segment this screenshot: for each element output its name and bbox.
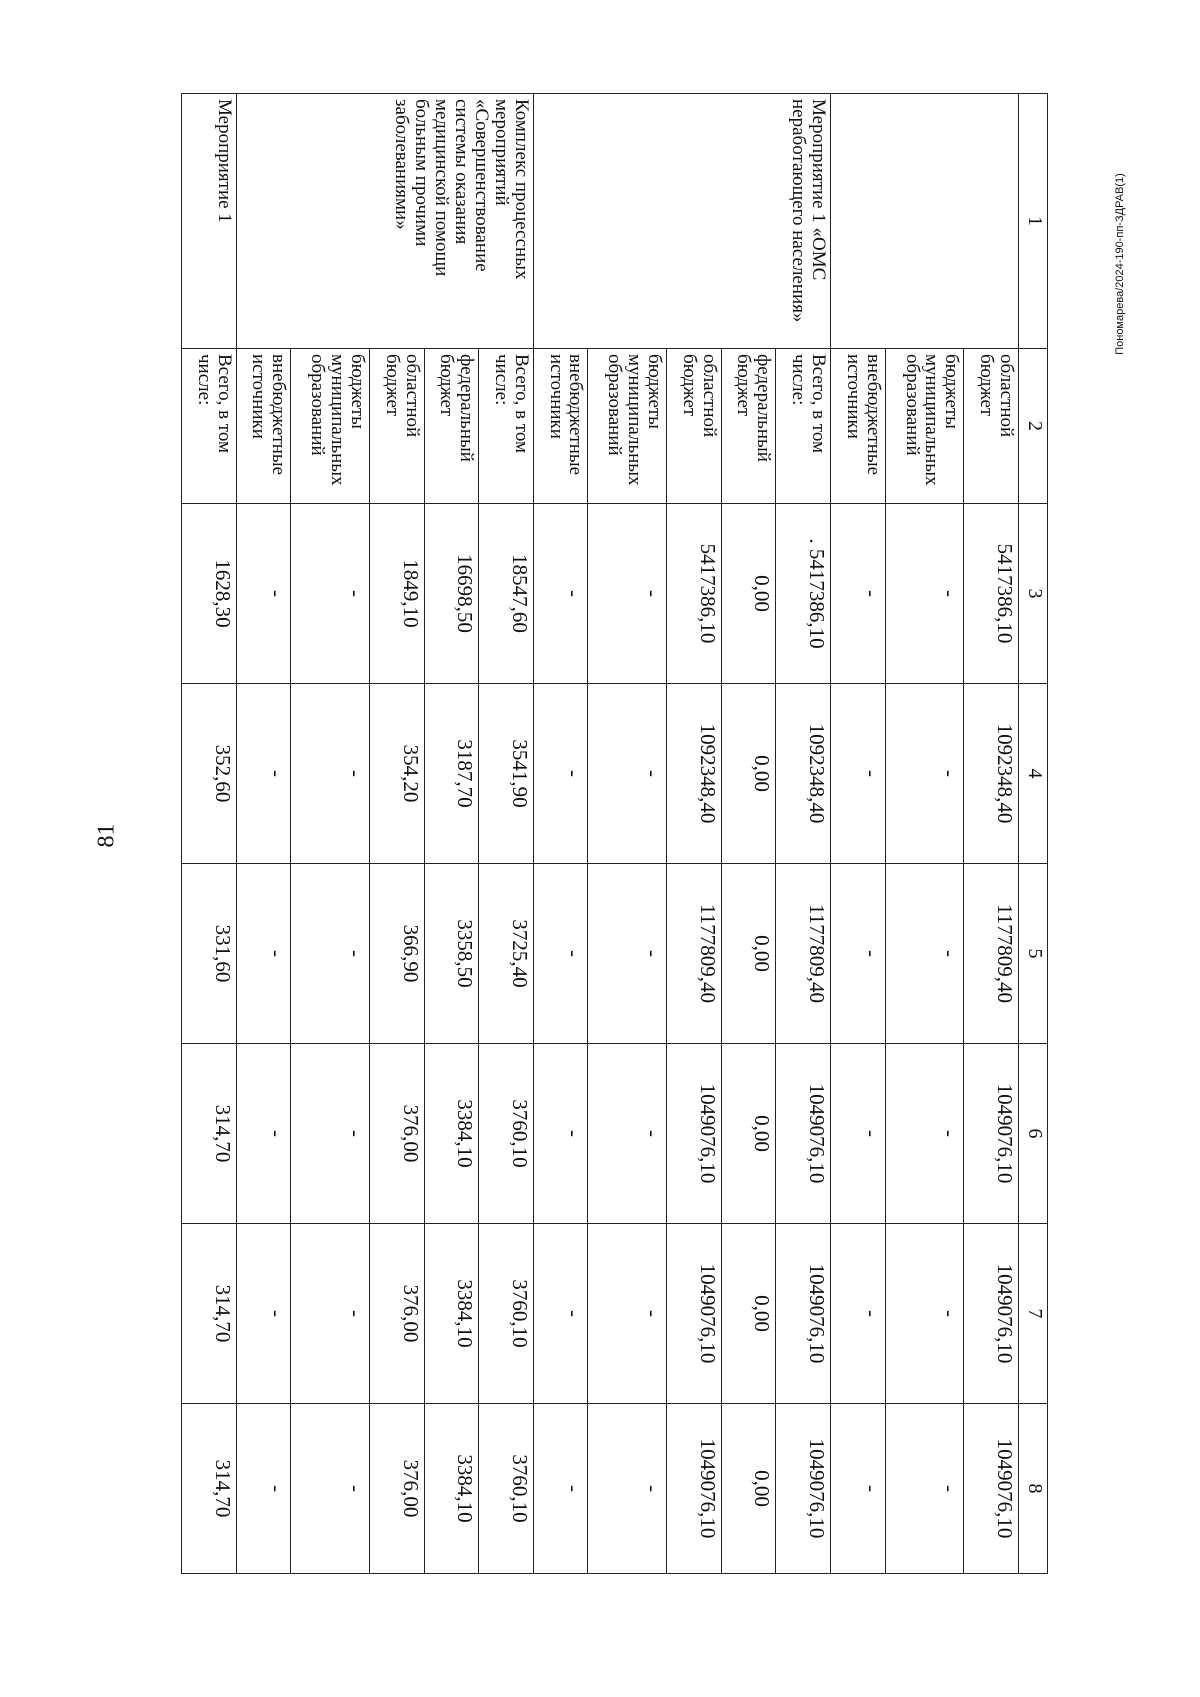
value-cell: 314,70: [182, 1044, 237, 1224]
value-cell: -: [885, 504, 964, 684]
value-cell: -: [831, 684, 886, 864]
source-cell: бюджеты муниципальных образований: [885, 349, 964, 504]
value-cell: 0,00: [721, 1224, 776, 1404]
value-cell: -: [533, 864, 588, 1044]
value-cell: 1092348,40: [667, 684, 722, 864]
value-cell: -: [291, 1044, 370, 1224]
header-cell: 5: [1019, 864, 1048, 1044]
value-cell: -: [831, 1044, 886, 1224]
value-cell: 1628,30: [182, 504, 237, 684]
source-cell: Всего, в том числе:: [479, 349, 534, 504]
header-cell: 4: [1019, 684, 1048, 864]
value-cell: 3541,90: [479, 684, 534, 864]
value-cell: -: [831, 1404, 886, 1574]
page-number: 81: [93, 823, 120, 848]
value-cell: -: [885, 1224, 964, 1404]
header-row: [1019, 94, 1048, 1574]
header-cell: 8: [1019, 1404, 1048, 1574]
value-cell: 5417386,10: [667, 504, 722, 684]
document-footer-id: Пономарева/2024-190-пп-ЗДРАВ(1): [1114, 173, 1126, 355]
value-cell: 5417386,10: [964, 504, 1019, 684]
value-cell: 331,60: [182, 864, 237, 1044]
value-cell: -: [291, 1224, 370, 1404]
value-cell: -: [291, 1404, 370, 1574]
header-cell: 6: [1019, 1044, 1048, 1224]
value-cell: 0,00: [721, 684, 776, 864]
value-cell: -: [588, 1224, 667, 1404]
value-cell: 1177809,40: [776, 864, 831, 1044]
source-cell: областной бюджет: [964, 349, 1019, 504]
source-cell: федеральный бюджет: [721, 349, 776, 504]
source-cell: Всего, в том числе:: [776, 349, 831, 504]
source-cell: областной бюджет: [370, 349, 425, 504]
value-cell: 3760,10: [479, 1224, 534, 1404]
table-row: [776, 94, 831, 1574]
item-cell: Мероприятие 1: [182, 94, 237, 349]
value-cell: 1849,10: [370, 504, 425, 684]
value-cell: 1049076,10: [667, 1224, 722, 1404]
value-cell: -: [236, 1224, 291, 1404]
value-cell: 3725,40: [479, 864, 534, 1044]
value-cell: 376,00: [370, 1044, 425, 1224]
value-cell: 314,70: [182, 1224, 237, 1404]
source-cell: внебюджетные источники: [533, 349, 588, 504]
header-cell: 7: [1019, 1224, 1048, 1404]
value-cell: 16698,50: [424, 504, 479, 684]
value-cell: 352,60: [182, 684, 237, 864]
header-cell: 3: [1019, 504, 1048, 684]
value-cell: 1049076,10: [776, 1044, 831, 1224]
table-row: [182, 94, 237, 1574]
value-cell: 3384,10: [424, 1224, 479, 1404]
table-row: [479, 94, 534, 1574]
value-cell: -: [831, 864, 886, 1044]
value-cell: 1092348,40: [964, 684, 1019, 864]
value-cell: -: [236, 1044, 291, 1224]
source-cell: областной бюджет: [667, 349, 722, 504]
value-cell: -: [588, 1404, 667, 1574]
value-cell: 3384,10: [424, 1404, 479, 1574]
item-cell: Мероприятие 1 «ОМС неработающего населения»: [533, 94, 830, 349]
source-cell: федеральный бюджет: [424, 349, 479, 504]
value-cell: -: [588, 864, 667, 1044]
source-cell: внебюджетные источники: [236, 349, 291, 504]
value-cell: -: [831, 504, 886, 684]
header-cell: 2: [1019, 349, 1048, 504]
value-cell: 354,20: [370, 684, 425, 864]
value-cell: 1049076,10: [667, 1404, 722, 1574]
value-cell: -: [885, 1044, 964, 1224]
value-cell: 376,00: [370, 1224, 425, 1404]
value-cell: 0,00: [721, 504, 776, 684]
value-cell: -: [588, 684, 667, 864]
value-cell: 3384,10: [424, 1044, 479, 1224]
table-row: [964, 94, 1019, 1574]
value-cell: -: [885, 684, 964, 864]
source-cell: бюджеты муниципальных образований: [291, 349, 370, 504]
value-cell: 3760,10: [479, 1044, 534, 1224]
value-cell: -: [291, 864, 370, 1044]
header-cell: 1: [1019, 94, 1048, 349]
value-cell: 3187,70: [424, 684, 479, 864]
value-cell: -: [236, 684, 291, 864]
item-cell: [831, 94, 1019, 349]
value-cell: 0,00: [721, 864, 776, 1044]
value-cell: -: [885, 1404, 964, 1574]
value-cell: 3358,50: [424, 864, 479, 1044]
value-cell: . 5417386,10: [776, 504, 831, 684]
value-cell: 314,70: [182, 1404, 237, 1574]
value-cell: 1092348,40: [776, 684, 831, 864]
source-cell: внебюджетные источники: [831, 349, 886, 504]
value-cell: 1049076,10: [964, 1044, 1019, 1224]
value-cell: 18547,60: [479, 504, 534, 684]
source-cell: бюджеты муниципальных образований: [588, 349, 667, 504]
value-cell: 1049076,10: [776, 1224, 831, 1404]
source-cell: Всего, в том числе:: [182, 349, 237, 504]
rotated-table-container: [181, 93, 1048, 1573]
value-cell: -: [831, 1224, 886, 1404]
value-cell: -: [291, 504, 370, 684]
value-cell: 3760,10: [479, 1404, 534, 1574]
value-cell: -: [588, 1044, 667, 1224]
value-cell: -: [236, 864, 291, 1044]
value-cell: 376,00: [370, 1404, 425, 1574]
financing-table: [181, 93, 1048, 1574]
value-cell: -: [291, 684, 370, 864]
value-cell: -: [533, 1404, 588, 1574]
item-cell: Комплекс процессных мероприятий «Совершенствование системы оказания медицинской помощи больным прочими заболеваниями»: [236, 94, 533, 349]
value-cell: -: [885, 864, 964, 1044]
value-cell: 1049076,10: [667, 1044, 722, 1224]
value-cell: 1049076,10: [776, 1404, 831, 1574]
value-cell: 1177809,40: [964, 864, 1019, 1044]
value-cell: -: [533, 1224, 588, 1404]
value-cell: -: [533, 504, 588, 684]
value-cell: 366,90: [370, 864, 425, 1044]
value-cell: -: [533, 684, 588, 864]
value-cell: -: [236, 504, 291, 684]
value-cell: 1049076,10: [964, 1404, 1019, 1574]
value-cell: 0,00: [721, 1044, 776, 1224]
value-cell: 1177809,40: [667, 864, 722, 1044]
value-cell: -: [533, 1044, 588, 1224]
value-cell: -: [236, 1404, 291, 1574]
value-cell: -: [588, 504, 667, 684]
value-cell: 1049076,10: [964, 1224, 1019, 1404]
value-cell: 0,00: [721, 1404, 776, 1574]
